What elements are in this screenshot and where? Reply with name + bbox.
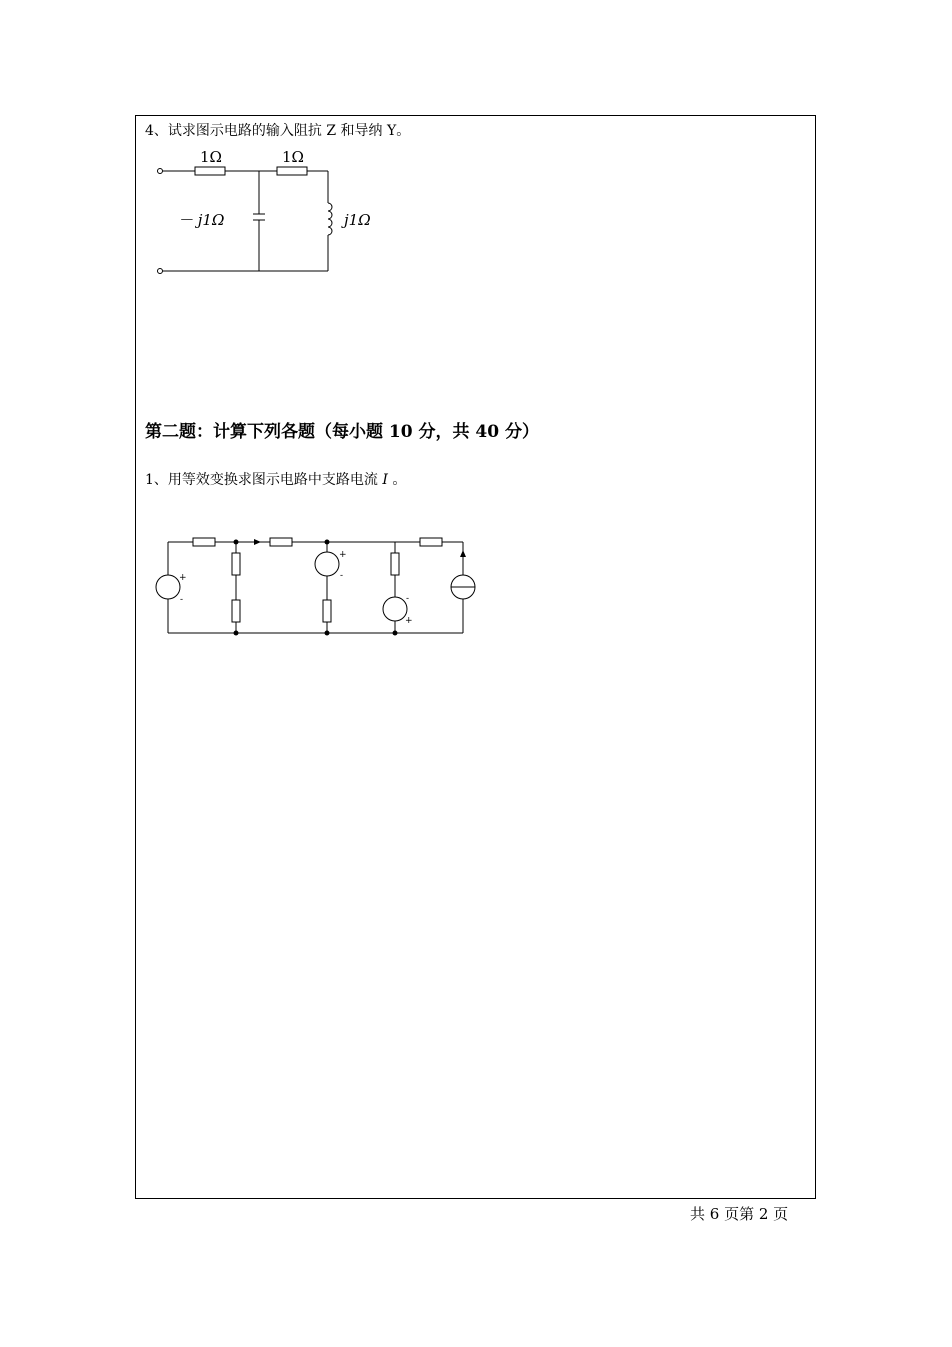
current-variable: I bbox=[382, 472, 388, 488]
branch-current-arrow bbox=[254, 539, 261, 545]
voltage-source-middle bbox=[315, 552, 339, 576]
resistor-branch-4 bbox=[391, 553, 399, 575]
resistor-1-label: 1Ω bbox=[200, 148, 222, 166]
resistor-top-1 bbox=[193, 538, 215, 546]
inductor-label: j1Ω bbox=[344, 211, 371, 229]
resistor-branch-2a bbox=[232, 553, 240, 575]
problem-1-end: 。 bbox=[392, 472, 407, 488]
polarity-plus: + bbox=[405, 616, 413, 626]
junction-node bbox=[325, 631, 330, 636]
polarity-minus: - bbox=[180, 595, 184, 605]
polarity-plus: + bbox=[179, 573, 187, 583]
polarity-plus: + bbox=[339, 550, 347, 560]
resistor-top-3 bbox=[420, 538, 442, 546]
problem-1-statement: 1、用等效变换求图示电路中支路电流 bbox=[145, 472, 378, 488]
capacitor-label: － j1Ω bbox=[178, 211, 225, 229]
resistor-2-label: 1Ω bbox=[282, 148, 304, 166]
polarity-minus: - bbox=[406, 594, 410, 604]
junction-node bbox=[234, 631, 239, 636]
resistor-branch-2b bbox=[232, 600, 240, 622]
polarity-minus: - bbox=[340, 571, 344, 581]
junction-node bbox=[325, 540, 330, 545]
current-source-arrow bbox=[460, 550, 466, 557]
junction-node bbox=[234, 540, 239, 545]
voltage-source-right bbox=[383, 597, 407, 621]
resistor-top-2 bbox=[270, 538, 292, 546]
page-footer: 共 6 页第 2 页 bbox=[690, 1205, 789, 1223]
section-2-title: 第二题：计算下列各题（每小题 10 分，共 40 分） bbox=[145, 422, 539, 442]
voltage-source-left bbox=[156, 575, 180, 599]
resistor-branch-3 bbox=[323, 600, 331, 622]
junction-node bbox=[393, 631, 398, 636]
problem-4-text: 4、试求图示电路的输入阻抗 Z 和导纳 Y。 bbox=[145, 123, 411, 139]
